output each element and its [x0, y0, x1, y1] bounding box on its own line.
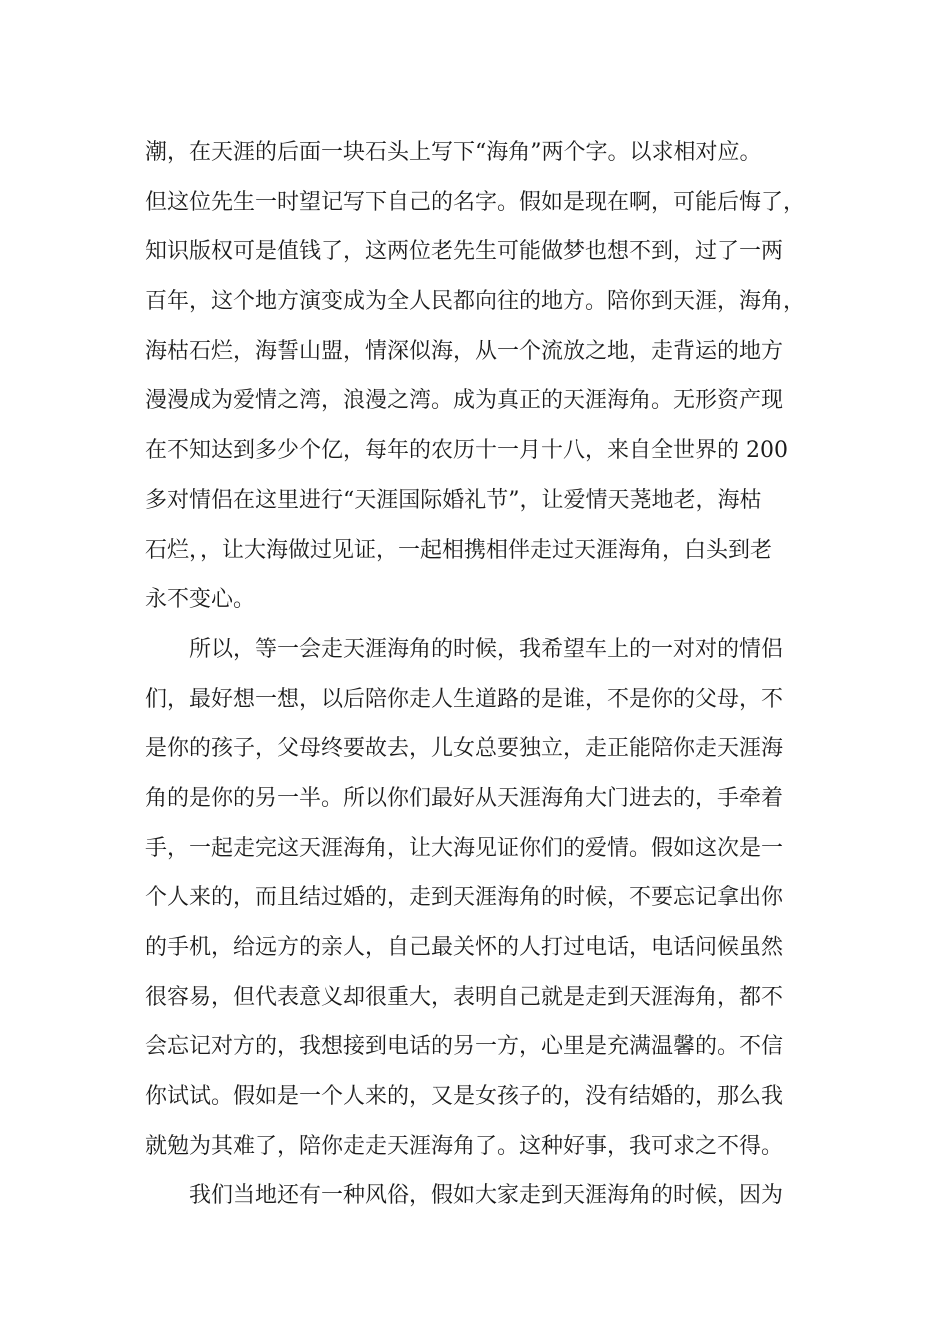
text-line: 很容易，但代表意义却很重大，表明自己就是走到天涯海角，都不: [145, 984, 784, 1010]
body-text: [145, 128, 825, 1221]
text-line: 是你的孩子，父母终要故去，儿女总要独立，走正能陪你走天涯海: [145, 736, 784, 762]
text-line: 潮，在天涯的后面一块石头上写下“海角”两个字。以求相对应。: [145, 140, 762, 165]
text-line: 石烂，，让大海做过见证，一起相携相伴走过天涯海角，白头到老: [145, 537, 773, 563]
text-line: 你试试。假如是一个人来的，又是女孩子的，没有结婚的，那么我: [145, 1084, 784, 1110]
text-line: 的手机，给远方的亲人，自己最关怀的人打过电话，电话问候虽然: [145, 935, 784, 960]
text-line: 永不变心。: [145, 587, 256, 613]
text-line: 在不知达到多少个亿，每年的农历十一月十八，来自全世界的 200: [145, 438, 788, 464]
text-line: 个人来的，而且结过婚的，走到天涯海角的时候，不要忘记拿出你: [145, 885, 784, 911]
paragraph-start-line: 我们当地还有一种风俗，假如大家走到天涯海角的时候，因为: [189, 1183, 784, 1209]
text-line: 角的是你的另一半。所以你们最好从天涯海角大门进去的，手牵着: [145, 785, 784, 811]
text-line: 海枯石烂，海誓山盟，情深似海，从一个流放之地，走背运的地方: [145, 338, 784, 364]
text-line: 会忘记对方的，我想接到电话的另一方，心里是充满温馨的。不信: [145, 1034, 784, 1060]
text-line: 知识版权可是值钱了，这两位老先生可能做梦也想不到，过了一两: [145, 239, 784, 265]
text-line: 多对情侣在这里进行“天涯国际婚礼节”，让爱情天荛地老，海枯: [145, 487, 762, 513]
paragraph-start-line: 所以，等一会走天涯海角的时候，我希望车上的一对对的情侣: [189, 636, 784, 662]
text-line: 百年，这个地方演变成为全人民都向往的地方。陪你到天涯，海角，: [145, 289, 806, 315]
text-line: 就勉为其难了，陪你走走天涯海角了。这种好事，我可求之不得。: [145, 1133, 784, 1159]
text-line: 手，一起走完这天涯海角，让大海见证你们的爱情。假如这次是一: [145, 835, 784, 861]
text-line: 漫漫成为爱情之湾，浪漫之湾。成为真正的天涯海角。无形资产现: [145, 388, 784, 414]
text-line: 但这位先生一时望记写下自己的名字。假如是现在啊，可能后悔了，: [145, 189, 806, 215]
text-line: 们，最好想一想，以后陪你走人生道路的是谁，不是你的父母，不: [145, 686, 784, 712]
